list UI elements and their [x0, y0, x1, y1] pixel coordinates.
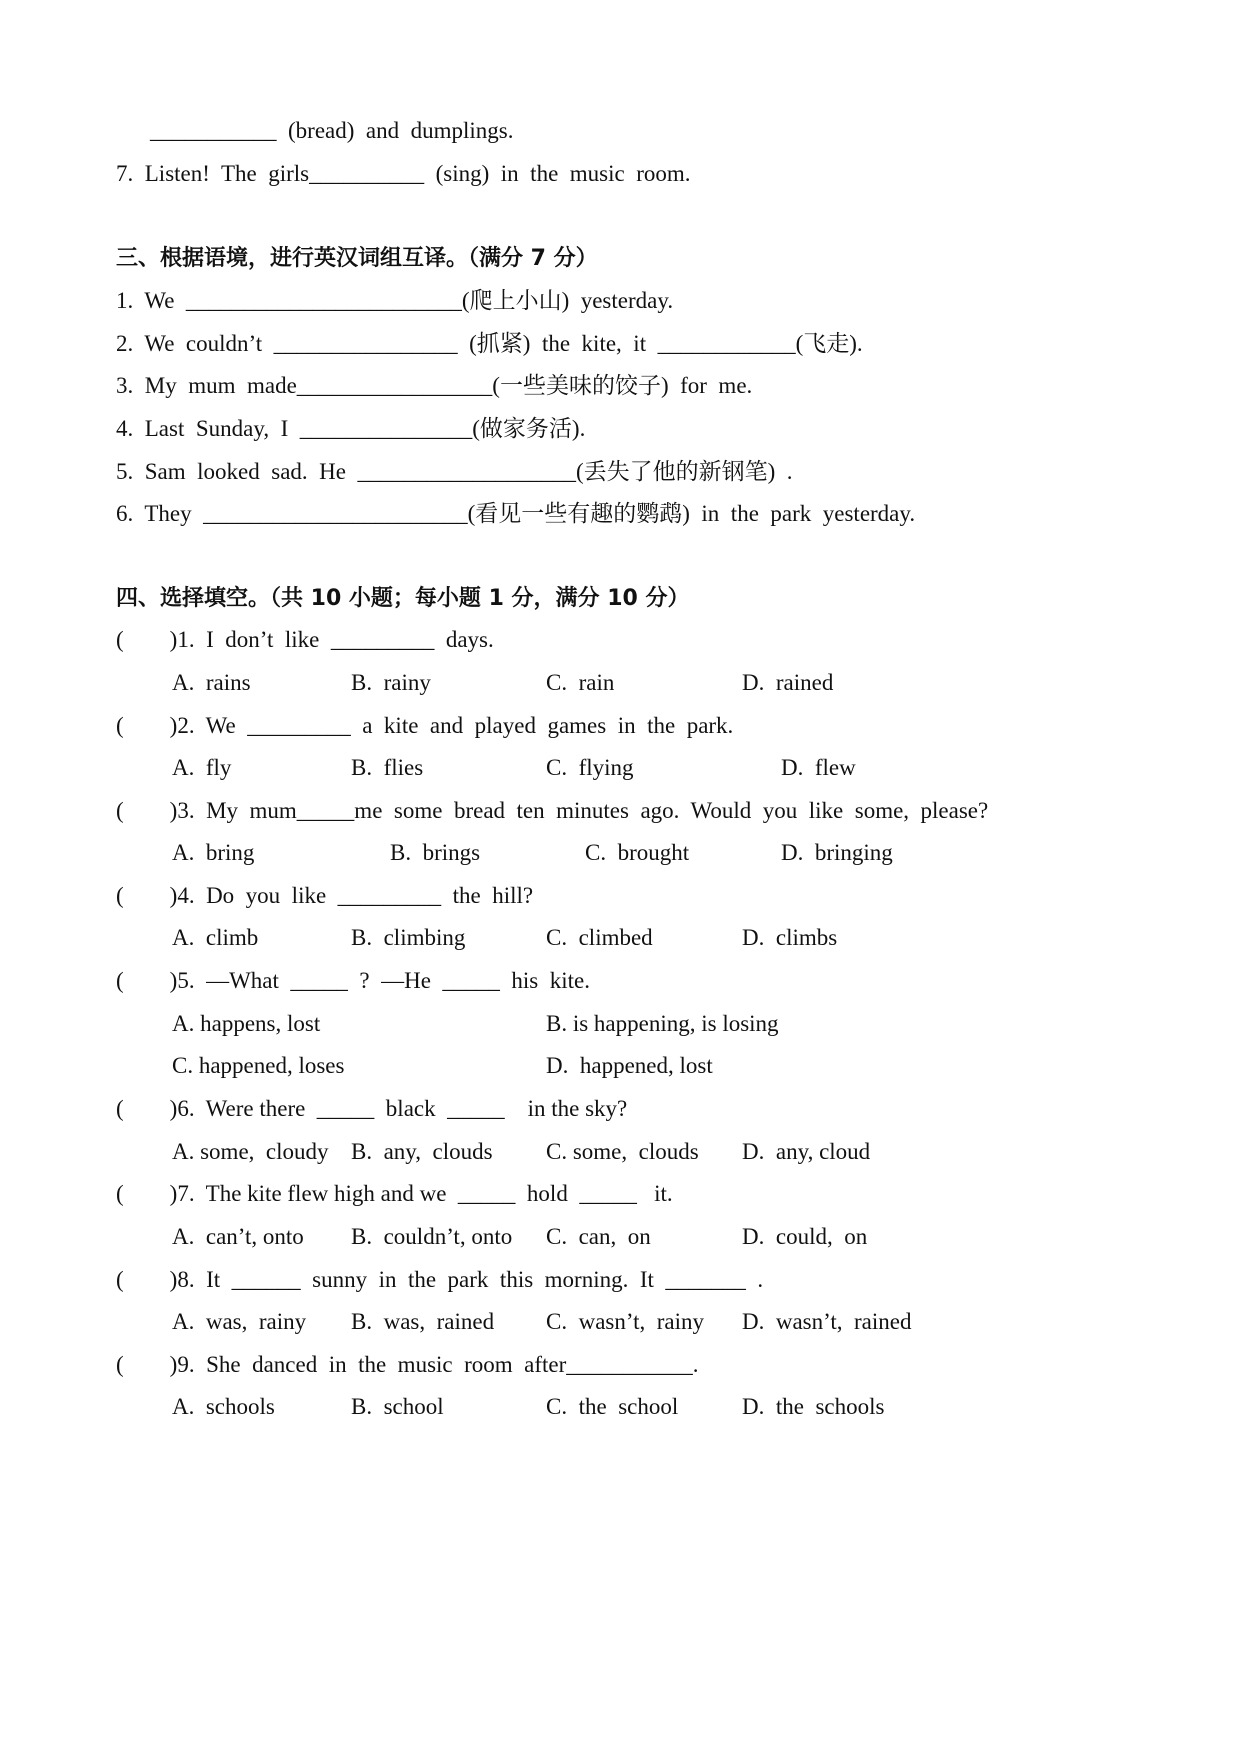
q1-option-d: D. rained	[742, 670, 834, 695]
q5-stem: ( )5. —What _____ ? —He _____ his kite.	[116, 968, 590, 993]
q8-stem: ( )8. It ______ sunny in the park this morning. It _______ .	[116, 1267, 764, 1292]
q6-option-d: D. any, cloud	[742, 1139, 871, 1164]
q5-option-a: A. happens, lost	[172, 1011, 321, 1036]
s3-item-5: 5. Sam looked sad. He ___________________(丢失了他的新钢笔) .	[116, 459, 793, 484]
q3-stem: ( )3. My mum_____me some bread ten minutes ago. Would you like some, please?	[116, 798, 989, 823]
q9-option-a: A. schools	[172, 1394, 275, 1419]
q2-option-a: A. fly	[172, 755, 232, 780]
q7-option-b: B. couldn’t, onto	[351, 1224, 513, 1249]
q8-option-a: A. was, rainy	[172, 1309, 307, 1334]
q2-option-c: C. flying	[546, 755, 634, 780]
q4-option-a: A. climb	[172, 925, 259, 950]
q9-option-d: D. the schools	[742, 1394, 885, 1419]
q5-option-c: C. happened, loses	[172, 1053, 345, 1078]
s3-item-4: 4. Last Sunday, I _______________(做家务活).	[116, 416, 586, 441]
q6-stem: ( )6. Were there _____ black _____ in the sky?	[116, 1096, 628, 1121]
q9-stem: ( )9. She danced in the music room after___________.	[116, 1352, 699, 1377]
q8-option-d: D. wasn’t, rained	[742, 1309, 912, 1334]
s2-item7: 7. Listen! The girls__________ (sing) in the music room.	[116, 161, 691, 186]
q4-stem: ( )4. Do you like _________ the hill?	[116, 883, 534, 908]
section4-heading: 四、选择填空。（共 10 小题；每小题 1 分，满分 10 分）	[116, 586, 690, 611]
q5-option-d: D. happened, lost	[546, 1053, 713, 1078]
q2-stem: ( )2. We _________ a kite and played games in the park.	[116, 713, 734, 738]
q4-option-d: D. climbs	[742, 925, 838, 950]
q3-option-b: B. brings	[390, 840, 481, 865]
q1-option-b: B. rainy	[351, 670, 431, 695]
s3-item-1: 1. We ________________________(爬上小山) yesterday.	[116, 288, 674, 313]
q6-option-a: A. some, cloudy	[172, 1139, 329, 1164]
q9-option-c: C. the school	[546, 1394, 679, 1419]
q3-option-a: A. bring	[172, 840, 255, 865]
q5-option-b: B. is happening, is losing	[546, 1011, 779, 1036]
q6-option-b: B. any, clouds	[351, 1139, 493, 1164]
q1-option-a: A. rains	[172, 670, 251, 695]
q1-stem: ( )1. I don’t like _________ days.	[116, 627, 494, 652]
q4-option-c: C. climbed	[546, 925, 653, 950]
q7-stem: ( )7. The kite flew high and we _____ hold _____ it.	[116, 1181, 673, 1206]
s3-item-3: 3. My mum made_________________(一些美味的饺子) for me.	[116, 373, 753, 398]
q8-option-b: B. was, rained	[351, 1309, 495, 1334]
q7-option-a: A. can’t, onto	[172, 1224, 304, 1249]
q8-option-c: C. wasn’t, rainy	[546, 1309, 705, 1334]
q3-option-d: D. bringing	[781, 840, 893, 865]
q4-option-b: B. climbing	[351, 925, 466, 950]
q3-option-c: C. brought	[585, 840, 690, 865]
q2-option-b: B. flies	[351, 755, 424, 780]
q7-option-c: C. can, on	[546, 1224, 651, 1249]
q1-option-c: C. rain	[546, 670, 615, 695]
q7-option-d: D. could, on	[742, 1224, 868, 1249]
section3-heading: 三、根据语境，进行英汉词组互译。（满分 7 分）	[116, 246, 598, 271]
q6-option-c: C. some, clouds	[546, 1139, 699, 1164]
q2-option-d: D. flew	[781, 755, 856, 780]
q9-option-b: B. school	[351, 1394, 444, 1419]
s3-item-6: 6. They _______________________(看见一些有趣的鹦鹉) in the park yesterday.	[116, 501, 916, 526]
s3-item-2: 2. We couldn’t ________________ (抓紧) the kite, it ____________(飞走).	[116, 331, 863, 356]
s2-item6-continuation: ___________ (bread) and dumplings.	[150, 118, 514, 143]
